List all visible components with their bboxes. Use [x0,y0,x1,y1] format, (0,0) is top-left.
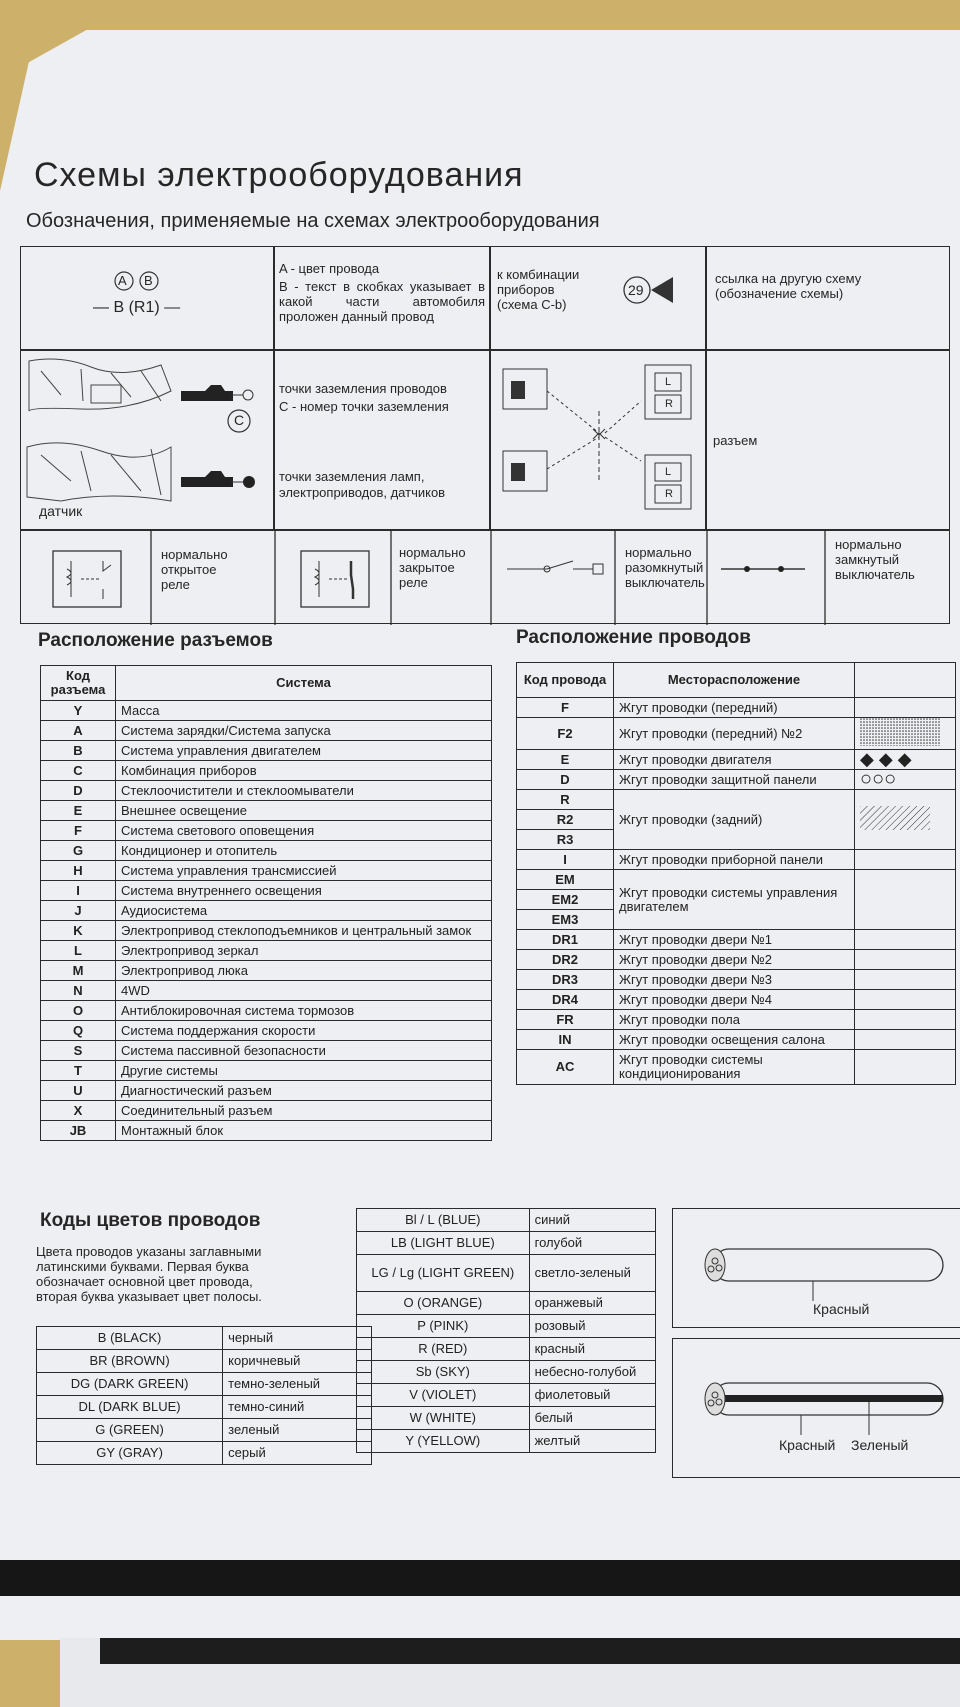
wire-place: Жгут проводки двери №3 [614,970,855,990]
legend-connector-drawing-cell [490,350,706,530]
color-code: P (PINK) [357,1315,530,1338]
wire-place: Жгут проводки системы управления двигателем [614,870,855,930]
color-name: зеленый [223,1419,372,1442]
color-row [37,1396,372,1419]
color-code: O (ORANGE) [357,1292,530,1315]
combo-line1: к комбинации [497,267,580,282]
connector-code: G [41,841,116,861]
color-name: голубой [529,1232,655,1255]
ground-lamps-line1: точки заземления ламп, [279,469,425,484]
diamond-pattern-icon: ◆ ◆ ◆ [860,748,912,769]
color-row [357,1255,656,1292]
connector-row [41,901,492,921]
connector-system: Комбинация приборов [116,761,492,781]
wire-place: Жгут проводки защитной панели [614,770,855,790]
color-row [357,1407,656,1430]
wire-row [517,1010,956,1030]
color-code: R (RED) [357,1338,530,1361]
wire-code: DR2 [517,950,614,970]
color-code: BR (BROWN) [37,1350,223,1373]
combo-line2: приборов [497,282,555,297]
connector-code: C [41,761,116,781]
connectors-col-code: Код разъема [41,666,116,701]
legend-wire-cell [20,246,274,350]
colors-table-left [36,1326,372,1465]
schema-ref-icon [491,247,707,351]
color-row [37,1350,372,1373]
page-subtitle: Обозначения, применяемые на схемах электрооборудования [26,210,600,232]
connector-row [41,861,492,881]
color-name: темно-зеленый [223,1373,372,1396]
relay-nc-line3: реле [399,575,428,590]
wire-pattern [855,1010,956,1030]
color-row [357,1292,656,1315]
wire-pattern [855,850,956,870]
connector-code: K [41,921,116,941]
connector-code: U [41,1081,116,1101]
wire-place: Жгут проводки (задний) [614,790,855,850]
wire-row [517,790,956,810]
wire-row [517,930,956,950]
wire-code: R [517,790,614,810]
wire-code: R3 [517,830,614,850]
wire-code: D [517,770,614,790]
wire-row [517,1050,956,1085]
combo-number: 29 [628,282,644,298]
wire-code: F2 [517,718,614,750]
connector-code: T [41,1061,116,1081]
wire-mark-code: — B (R1) — [93,299,181,316]
color-row [357,1232,656,1255]
switch-nc-line1: нормально [835,537,902,552]
connector-row [41,841,492,861]
color-row [357,1361,656,1384]
legend-ground-desc-cell [274,350,490,530]
wire-row [517,698,956,718]
color-name: небесно-голубой [529,1361,655,1384]
wire-code: EM2 [517,890,614,910]
switch-no-line2: разомкнутый [625,560,704,575]
connector-system: Диагностический разъем [116,1081,492,1101]
wire-row [517,950,956,970]
wires-table [516,662,956,1085]
color-name: фиолетовый [529,1384,655,1407]
wire-pattern [855,790,956,850]
colors-note-line3: обозначает основной цвет провода, [36,1274,253,1289]
color-name: темно-синий [223,1396,372,1419]
wire-mark-b: B [144,273,153,288]
ground-wires-line1: точки заземления проводов [279,381,447,396]
color-name: коричневый [223,1350,372,1373]
color-name: оранжевый [529,1292,655,1315]
wire-pattern [855,950,956,970]
connector-code: D [41,781,116,801]
wire-code: DR3 [517,970,614,990]
connector-system: Система управления трансмиссией [116,861,492,881]
relay-nc-line2: закрытое [399,560,455,575]
wire-place: Жгут проводки системы кондиционирования [614,1050,855,1085]
ground-wires-line2: C - номер точки заземления [279,399,449,414]
second-sheet-band [100,1638,960,1664]
connector-code: F [41,821,116,841]
solid-wire-label: Красный [813,1301,870,1317]
color-name: розовый [529,1315,655,1338]
connector-l-bottom: L [665,466,672,478]
color-row [357,1315,656,1338]
switch-nc-line3: выключатель [835,567,915,582]
wire-code: AC [517,1050,614,1085]
striped-wire-icon [673,1339,960,1479]
connector-row [41,721,492,741]
connector-row [41,1041,492,1061]
connector-row [41,881,492,901]
connector-code: E [41,801,116,821]
wires-col-pattern [855,663,956,698]
ground-lamps-line2: электроприводов, датчиков [279,485,446,500]
wire-pattern [855,1050,956,1085]
color-row [357,1430,656,1453]
connector-row [41,741,492,761]
color-row [357,1384,656,1407]
legend-ground-drawing-cell [20,350,274,530]
relay-no-line2: открытое [161,562,217,577]
connector-code: A [41,721,116,741]
wire-sample-solid [672,1208,960,1328]
colors-table-right [356,1208,656,1453]
legend-wire-desc-cell [274,246,490,350]
connector-code: B [41,741,116,761]
connector-code: S [41,1041,116,1061]
connector-row [41,941,492,961]
wire-code: I [517,850,614,870]
wire-code: DR4 [517,990,614,1010]
legend-combo-cell [490,246,706,350]
switch-no-line3: выключатель [625,575,705,590]
wire-row [517,1030,956,1050]
connector-system: Внешнее освещение [116,801,492,821]
relay-no-line1: нормально [161,547,228,562]
color-code: LB (LIGHT BLUE) [357,1232,530,1255]
relay-nc-line1: нормально [399,545,466,560]
connector-system: Электропривод люка [116,961,492,981]
connector-code: H [41,861,116,881]
connector-row [41,921,492,941]
wire-code: EM3 [517,910,614,930]
striped-wire-label-main: Красный [779,1437,836,1453]
color-name: красный [529,1338,655,1361]
connector-system: 4WD [116,981,492,1001]
combo-line3: (схема C-b) [497,297,567,312]
connector-system: Система светового оповещения [116,821,492,841]
circle-pattern-icon: ○○○ [860,767,897,790]
color-row [37,1327,372,1350]
wire-code: FR [517,1010,614,1030]
legend-connector-desc-cell [706,350,950,530]
page-title: Схемы электрооборудования [34,156,524,194]
color-code: DG (DARK GREEN) [37,1373,223,1396]
wires-col-code: Код провода [517,663,614,698]
wire-code: R2 [517,810,614,830]
sensor-label: датчик [39,503,83,519]
colors-heading: Коды цветов проводов [40,1210,261,1231]
switch-no-line1: нормально [625,545,692,560]
color-row [37,1373,372,1396]
wire-place: Жгут проводки двери №2 [614,950,855,970]
connector-row [41,1101,492,1121]
relay-no-line3: реле [161,577,190,592]
connector-row [41,1001,492,1021]
connector-row [41,1061,492,1081]
connector-code: X [41,1101,116,1121]
colors-note-line4: вторая буква указывает цвет полосы. [36,1289,262,1304]
color-code: Sb (SKY) [357,1361,530,1384]
connector-row [41,781,492,801]
connector-drawing [491,351,707,531]
connector-code: N [41,981,116,1001]
colors-note [36,1244,262,1304]
dots-pattern-icon [860,718,940,746]
wire-row [517,970,956,990]
connectors-table [40,665,492,1141]
connector-system: Антиблокировочная система тормозов [116,1001,492,1021]
second-sheet [60,1638,960,1707]
ground-c-mark: C [234,412,245,428]
wire-desc-b: B - текст в скобках указывает в какой части автомобиля проложен данный провод [279,279,485,324]
connector-row [41,821,492,841]
color-code: W (WHITE) [357,1407,530,1430]
color-name: желтый [529,1430,655,1453]
switch-nc-line2: замкнутый [835,552,900,567]
legend-grid [20,246,950,624]
wire-code: IN [517,1030,614,1050]
connector-l-top: L [665,376,672,388]
wire-sample-striped [672,1338,960,1478]
connector-system: Система пассивной безопасности [116,1041,492,1061]
wire-code: DR1 [517,930,614,950]
connector-row [41,801,492,821]
connector-row [41,701,492,721]
connector-row [41,1121,492,1141]
connector-system: Стеклоочистители и стеклоомыватели [116,781,492,801]
color-row [357,1338,656,1361]
wire-pattern [855,1030,956,1050]
color-code: LG / Lg (LIGHT GREEN) [357,1255,530,1292]
color-name: серый [223,1442,372,1465]
connector-system: Другие системы [116,1061,492,1081]
color-code: Y (YELLOW) [357,1430,530,1453]
wire-place: Жгут проводки двери №1 [614,930,855,950]
wire-pattern [855,970,956,990]
wire-desc-a: A - цвет провода [279,261,380,276]
connector-system: Масса [116,701,492,721]
connectors-col-system: Система [116,666,492,701]
wire-place: Жгут проводки пола [614,1010,855,1030]
color-code: DL (DARK BLUE) [37,1396,223,1419]
wire-code: E [517,750,614,770]
color-name: черный [223,1327,372,1350]
connector-system: Система управления двигателем [116,741,492,761]
wire-pattern [855,718,956,750]
connector-label: разъем [713,433,758,448]
connector-code: O [41,1001,116,1021]
connector-code: Q [41,1021,116,1041]
connector-row [41,761,492,781]
connector-row [41,961,492,981]
connector-r-bottom: R [665,488,673,500]
connector-system: Система внутреннего освещения [116,881,492,901]
wire-place: Жгут проводки приборной панели [614,850,855,870]
wire-pattern [855,750,956,770]
wire-place: Жгут проводки двери №4 [614,990,855,1010]
striped-wire-label-stripe: Зеленый [851,1437,909,1453]
wire-code: F [517,698,614,718]
wire-row [517,750,956,770]
wire-row [517,850,956,870]
wire-place: Жгут проводки освещения салона [614,1030,855,1050]
connector-r-top: R [665,398,673,410]
wire-pattern [855,930,956,950]
ref-line2: (обозначение схемы) [715,286,844,301]
color-row [37,1442,372,1465]
wire-row [517,770,956,790]
color-name: синий [529,1209,655,1232]
connector-row [41,1021,492,1041]
color-name: светло-зеленый [529,1255,655,1292]
wire-pattern [855,990,956,1010]
ref-line1: ссылка на другую схему [715,271,862,286]
connector-code: J [41,901,116,921]
wire-pattern [855,870,956,930]
connector-system: Аудиосистема [116,901,492,921]
wire-pattern [855,698,956,718]
connector-system: Электропривод зеркал [116,941,492,961]
connector-row [41,1081,492,1101]
wire-place: Жгут проводки двигателя [614,750,855,770]
color-code: Bl / L (BLUE) [357,1209,530,1232]
hatch-pattern-icon [860,806,930,830]
colors-note-line1: Цвета проводов указаны заглавными [36,1244,262,1259]
copier-black-band [0,1560,960,1596]
wires-col-place: Месторасположение [614,663,855,698]
wire-row [517,718,956,750]
connector-system: Система зарядки/Система запуска [116,721,492,741]
color-code: GY (GRAY) [37,1442,223,1465]
wires-heading: Расположение проводов [516,627,751,648]
connector-code: Y [41,701,116,721]
legend-relay-row [20,530,950,624]
wire-place: Жгут проводки (передний) [614,698,855,718]
connector-code: JB [41,1121,116,1141]
colors-note-line2: латинскими буквами. Первая буква [36,1259,249,1274]
color-name: белый [529,1407,655,1430]
connector-row [41,981,492,1001]
wire-mark-a: A [118,273,127,288]
legend-ref-cell [706,246,950,350]
color-code: G (GREEN) [37,1419,223,1442]
connector-code: I [41,881,116,901]
wire-place: Жгут проводки (передний) №2 [614,718,855,750]
connector-system: Монтажный блок [116,1121,492,1141]
wire-row [517,990,956,1010]
color-code: B (BLACK) [37,1327,223,1350]
connector-system: Система поддержания скорости [116,1021,492,1041]
color-code: V (VIOLET) [357,1384,530,1407]
connector-system: Соединительный разъем [116,1101,492,1121]
wire-pattern [855,767,956,790]
connectors-heading: Расположение разъемов [38,630,273,651]
wire-row [517,870,956,890]
color-row [37,1419,372,1442]
connector-code: L [41,941,116,961]
color-row [357,1209,656,1232]
connector-system: Электропривод стеклоподъемников и центральный замок [116,921,492,941]
wire-code: EM [517,870,614,890]
connector-system: Кондиционер и отопитель [116,841,492,861]
connector-code: M [41,961,116,981]
